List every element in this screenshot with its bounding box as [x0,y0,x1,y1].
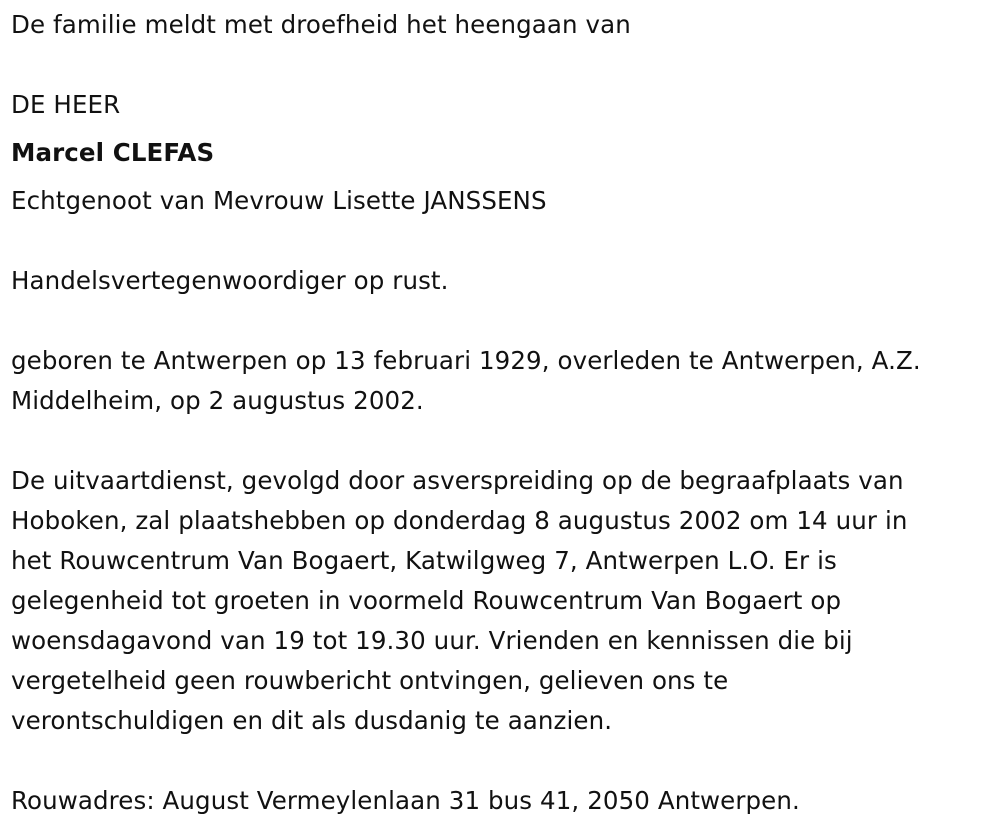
birth-death-line-1: geboren te Antwerpen op 13 februari 1929, overleden te Antwerpen, A.Z. [11,346,921,375]
ceremony-line-5: woensdagavond van 19 tot 19.30 uur. Vrienden en kennissen die bij [11,626,853,655]
birth-death-line-2: Middelheim, op 2 augustus 2002. [11,386,424,415]
ceremony-line-7: verontschuldigen en dit als dusdanig te aanzien. [11,706,613,735]
ceremony-line-2: Hoboken, zal plaatshebben op donderdag 8 augustus 2002 om 14 uur in [11,506,908,535]
occupation-text: Handelsvertegenwoordiger op rust. [11,266,449,295]
ceremony-line-1: De uitvaartdienst, gevolgd door asverspreiding op de begraafplaats van [11,466,904,495]
ceremony-line-4: gelegenheid tot groeten in voormeld Rouwcentrum Van Bogaert op [11,586,842,615]
intro-text: De familie meldt met droefheid het heengaan van [11,10,631,39]
title-text: DE HEER [11,90,121,119]
deceased-name: Marcel CLEFAS [11,138,215,167]
address-text: Rouwadres: August Vermeylenlaan 31 bus 41, 2050 Antwerpen. [11,786,800,815]
spouse-text: Echtgenoot van Mevrouw Lisette JANSSENS [11,186,547,215]
ceremony-line-3: het Rouwcentrum Van Bogaert, Katwilgweg 7, Antwerpen L.O. Er is [11,546,837,575]
ceremony-line-6: vergetelheid geen rouwbericht ontvingen, gelieven ons te [11,666,729,695]
